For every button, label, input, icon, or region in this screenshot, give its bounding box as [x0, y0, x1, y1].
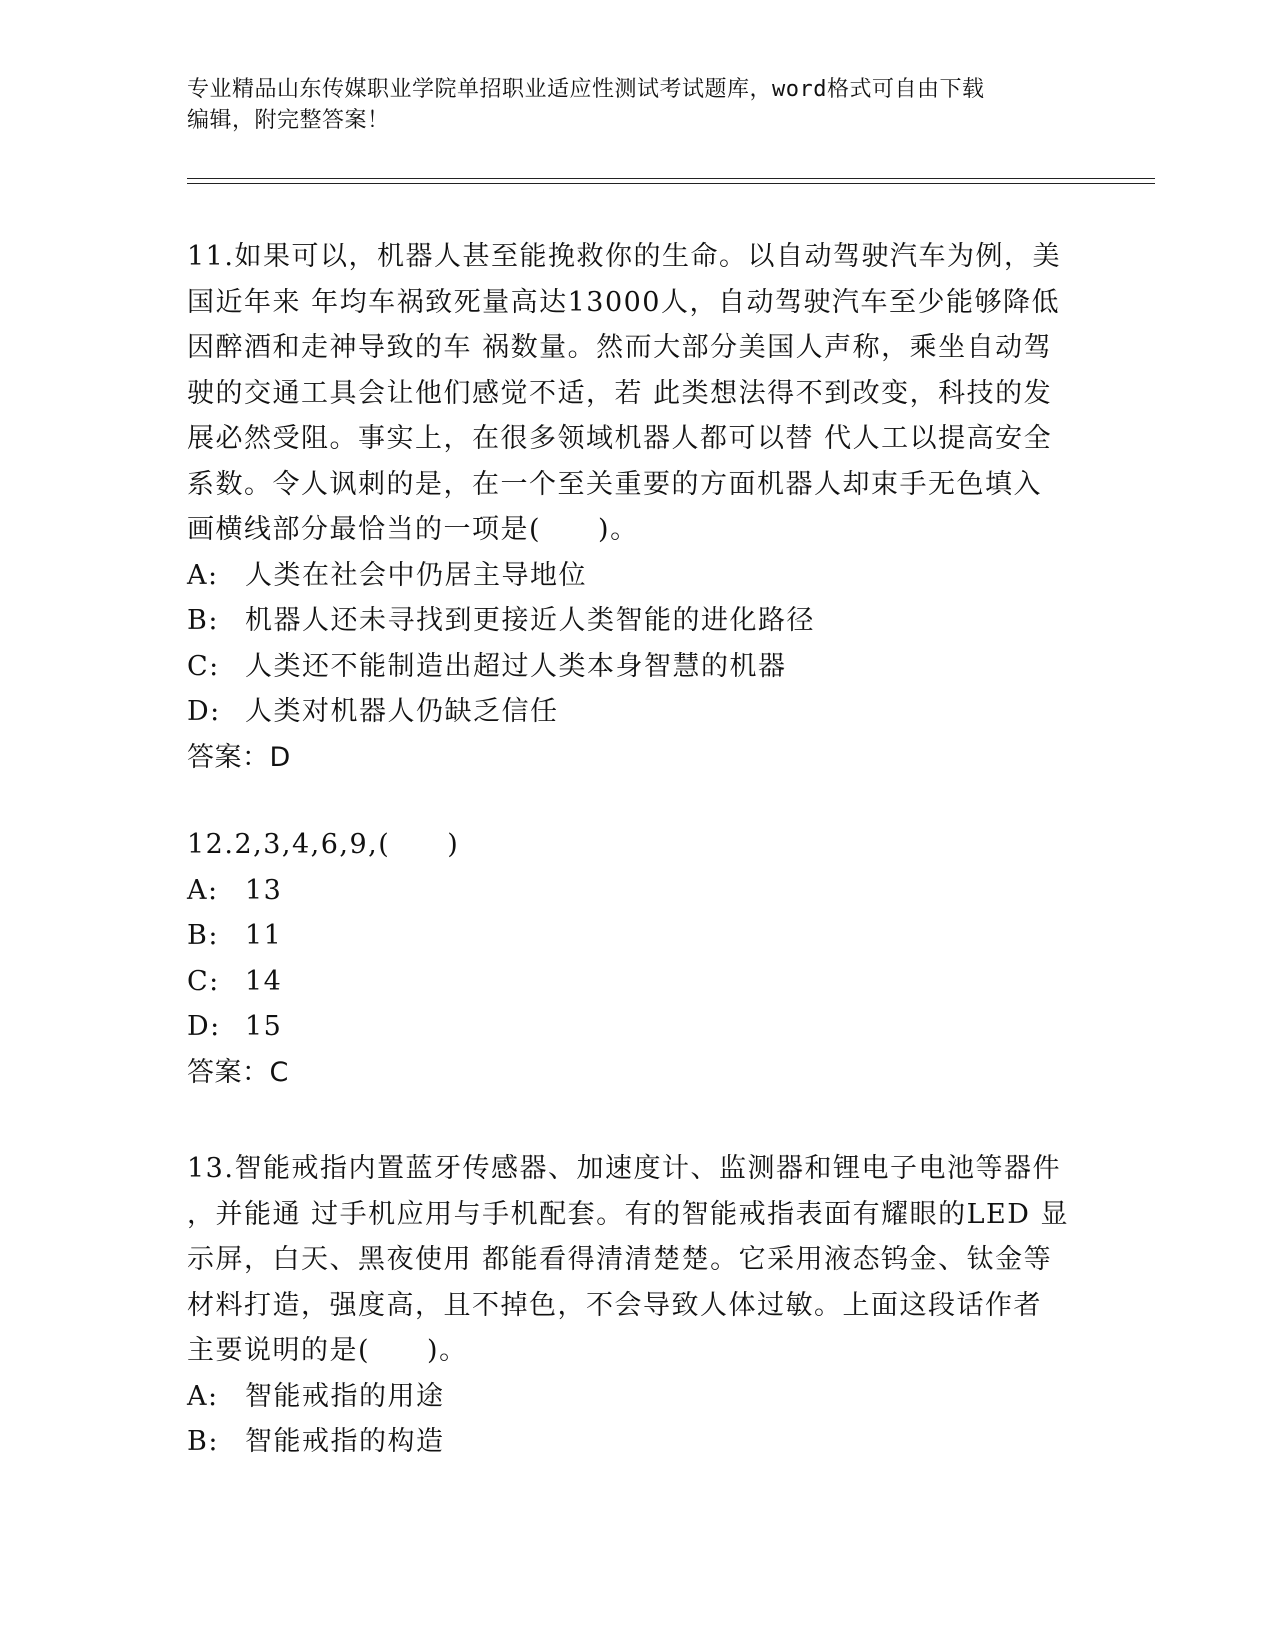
option-key: C:	[187, 965, 220, 997]
option-d	[187, 689, 1087, 735]
stem-line: 主要说明的是( )。	[187, 1335, 468, 1366]
option-a	[187, 1374, 1087, 1420]
stem-line: 11.如果可以，机器人甚至能挽救你的生命。以自动驾驶汽车为例，美	[187, 241, 1061, 272]
stem-line: 展必然受阻。事实上，在很多领域机器人都可以替 代人工以提高安全	[187, 423, 1053, 454]
option-text: 15	[245, 1011, 283, 1042]
option-key: B:	[187, 605, 219, 636]
question-stem	[187, 822, 1087, 868]
question-stem	[187, 234, 1087, 553]
option-a	[187, 553, 1087, 599]
question-13	[187, 1146, 1087, 1465]
option-c	[187, 644, 1087, 690]
option-c	[187, 959, 1087, 1005]
option-key: D:	[187, 1011, 221, 1042]
option-key: A:	[187, 1380, 219, 1412]
option-text: 智能戒指的构造	[245, 1426, 445, 1457]
stem-line: 国近年来 年均车祸致死量高达13000人，自动驾驶汽车至少能够降低	[187, 286, 1060, 318]
question-12	[187, 822, 1087, 1095]
option-text: 11	[245, 920, 283, 951]
header-title-line-2: 编辑，附完整答案！	[187, 108, 390, 133]
answer-line: 答案：C	[187, 1056, 289, 1088]
option-key: A:	[187, 559, 219, 591]
option-b	[187, 913, 1087, 959]
option-text: 智能戒指的用途	[245, 1380, 445, 1412]
question-11	[187, 234, 1087, 780]
option-text: 人类对机器人仍缺乏信任	[245, 696, 559, 727]
option-b	[187, 1419, 1087, 1465]
option-text: 机器人还未寻找到更接近人类智能的进化路径	[245, 605, 815, 636]
option-key: D:	[187, 696, 221, 727]
stem-line: 因醉酒和走神导致的车 祸数量。然而大部分美国人声称，乘坐自动驾	[187, 332, 1053, 363]
option-text: 14	[245, 965, 283, 997]
option-b	[187, 598, 1087, 644]
option-key: C:	[187, 650, 220, 682]
option-text: 13	[245, 874, 283, 906]
document-header	[187, 74, 1067, 136]
option-a	[187, 868, 1087, 914]
stem-line: ，并能通 过手机应用与手机配套。有的智能戒指表面有耀眼的LED 显	[187, 1198, 1069, 1230]
stem-line: 材料打造，强度高，且不掉色，不会导致人体过敏。上面这段话作者	[187, 1289, 1042, 1321]
stem-line: 驶的交通工具会让他们感觉不适，若 此类想法得不到改变，科技的发	[187, 377, 1053, 409]
stem-line: 12.2,3,4,6,9,( )	[187, 829, 460, 860]
answer-line: 答案：D	[187, 741, 291, 773]
stem-line: 示屏，白天、黑夜使用 都能看得清清楚楚。它采用液态钨金、钛金等	[187, 1244, 1053, 1275]
question-stem	[187, 1146, 1087, 1374]
option-d	[187, 1004, 1087, 1050]
option-key: B:	[187, 920, 219, 951]
header-title-line-1: 专业精品山东传媒职业学院单招职业适应性测试考试题库，word格式可自由下载	[187, 77, 985, 102]
header-divider-bottom	[187, 183, 1155, 184]
option-text: 人类还不能制造出超过人类本身智慧的机器	[245, 650, 787, 682]
stem-line: 画横线部分最恰当的一项是( )。	[187, 514, 639, 545]
option-key: B:	[187, 1426, 219, 1457]
option-text: 人类在社会中仍居主导地位	[245, 559, 587, 591]
stem-line: 13.智能戒指内置蓝牙传感器、加速度计、监测器和锂电子电池等器件	[187, 1153, 1061, 1184]
header-divider-top	[187, 178, 1155, 179]
stem-line: 系数。令人讽刺的是，在一个至关重要的方面机器人却束手无色填入	[187, 468, 1042, 500]
option-key: A:	[187, 874, 219, 906]
